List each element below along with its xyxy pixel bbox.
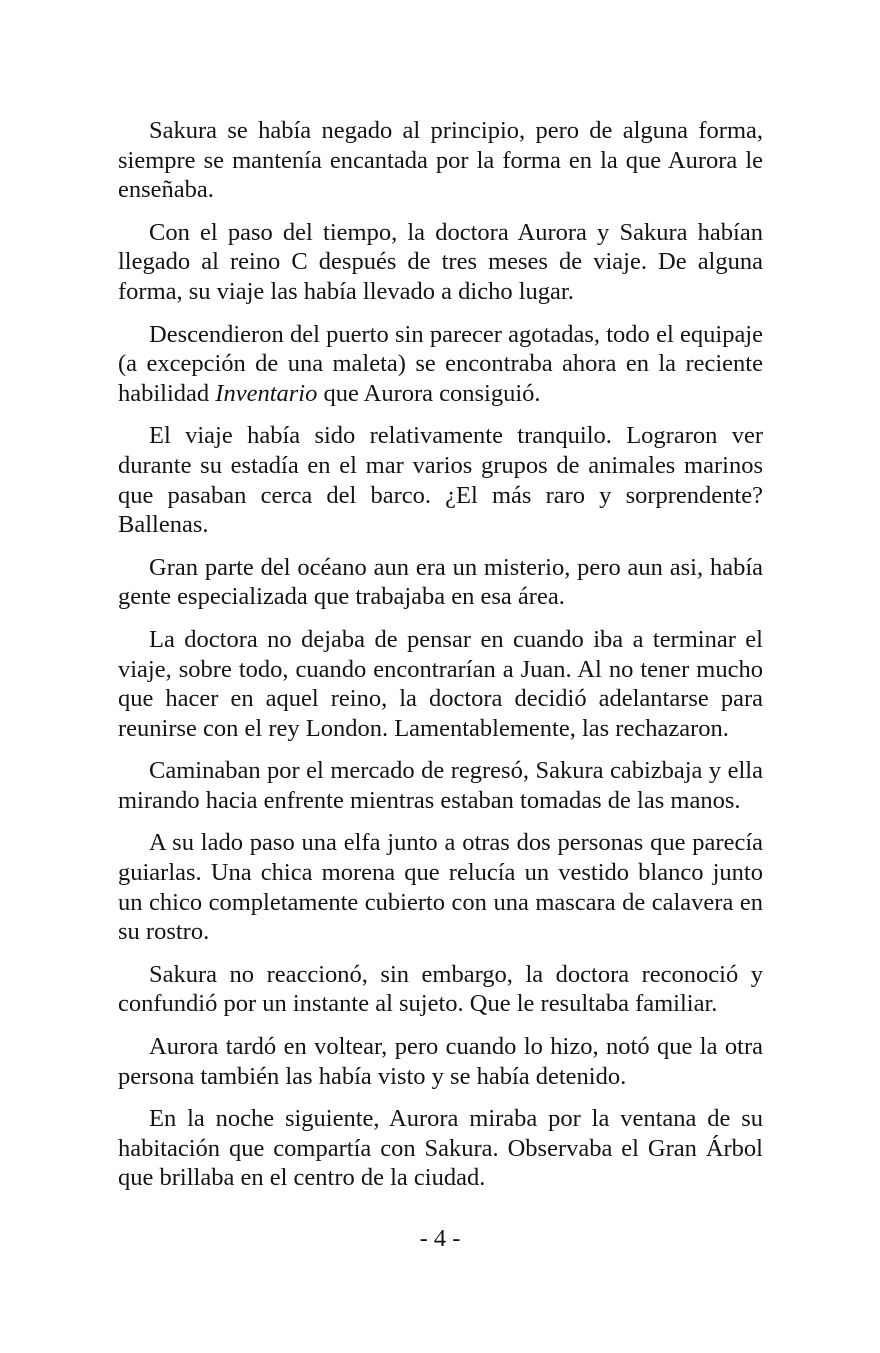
page-number: - 4 - xyxy=(419,1225,461,1252)
paragraph-8: A su lado paso una elfa junto a otras dos personas que parecía guiarlas. Una chica morena que relucía un vestido blanco junto un chico completamente cubierto con una mascara de calavera en su rostro. xyxy=(118,829,763,946)
paragraph-11: En la noche siguiente, Aurora miraba por la ventana de su habitación que compartía con Sakura. Observaba el Gran Árbol que brillaba en el centro de la ciudad. xyxy=(118,1105,763,1192)
paragraph-3-text-after: que Aurora consiguió. xyxy=(317,379,541,407)
page-body xyxy=(118,116,763,1206)
paragraph-3-text-before: Descendieron del puerto sin parecer agotadas, todo el equipaje (a excepción de una maleta) se encontraba ahora en la reciente habilidad xyxy=(118,320,763,407)
paragraph-10: Aurora tardó en voltear, pero cuando lo hizo, notó que la otra persona también las había visto y se había detenido. xyxy=(118,1033,763,1090)
paragraph-3-italic-term: Inventario xyxy=(215,379,318,407)
paragraph-5: Gran parte del océano aun era un misterio, pero aun asi, había gente especializada que trabajaba en esa área. xyxy=(118,553,763,611)
paragraph-9: Sakura no reaccionó, sin embargo, la doctora reconoció y confundió por un instante al sujeto. Que le resultaba familiar. xyxy=(118,960,763,1018)
paragraph-6: La doctora no dejaba de pensar en cuando iba a terminar el viaje, sobre todo, cuando encontrarían a Juan. Al no tener mucho que hacer en aquel reino, la doctora decidió adelantarse para reunirse con el rey London. Lamentablemente, las rechazaron. xyxy=(118,625,763,742)
paragraph-3 xyxy=(118,320,763,409)
paragraph-1: Sakura se había negado al principio, pero de alguna forma, siempre se mantenía encantada por la forma en la que Aurora le enseñaba. xyxy=(118,117,763,204)
paragraph-2: Con el paso del tiempo, la doctora Aurora y Sakura habían llegado al reino C después de tres meses de viaje. De alguna forma, su viaje las había llevado a dicho lugar. xyxy=(118,218,763,305)
paragraph-4: El viaje había sido relativamente tranquilo. Lograron ver durante su estadía en el mar varios grupos de animales marinos que pasaban cerca del barco. ¿El más raro y sorprendente? Ballenas. xyxy=(118,422,763,539)
paragraph-7: Caminaban por el mercado de regresó, Sakura cabizbaja y ella mirando hacia enfrente mientras estaban tomadas de las manos. xyxy=(118,757,763,814)
